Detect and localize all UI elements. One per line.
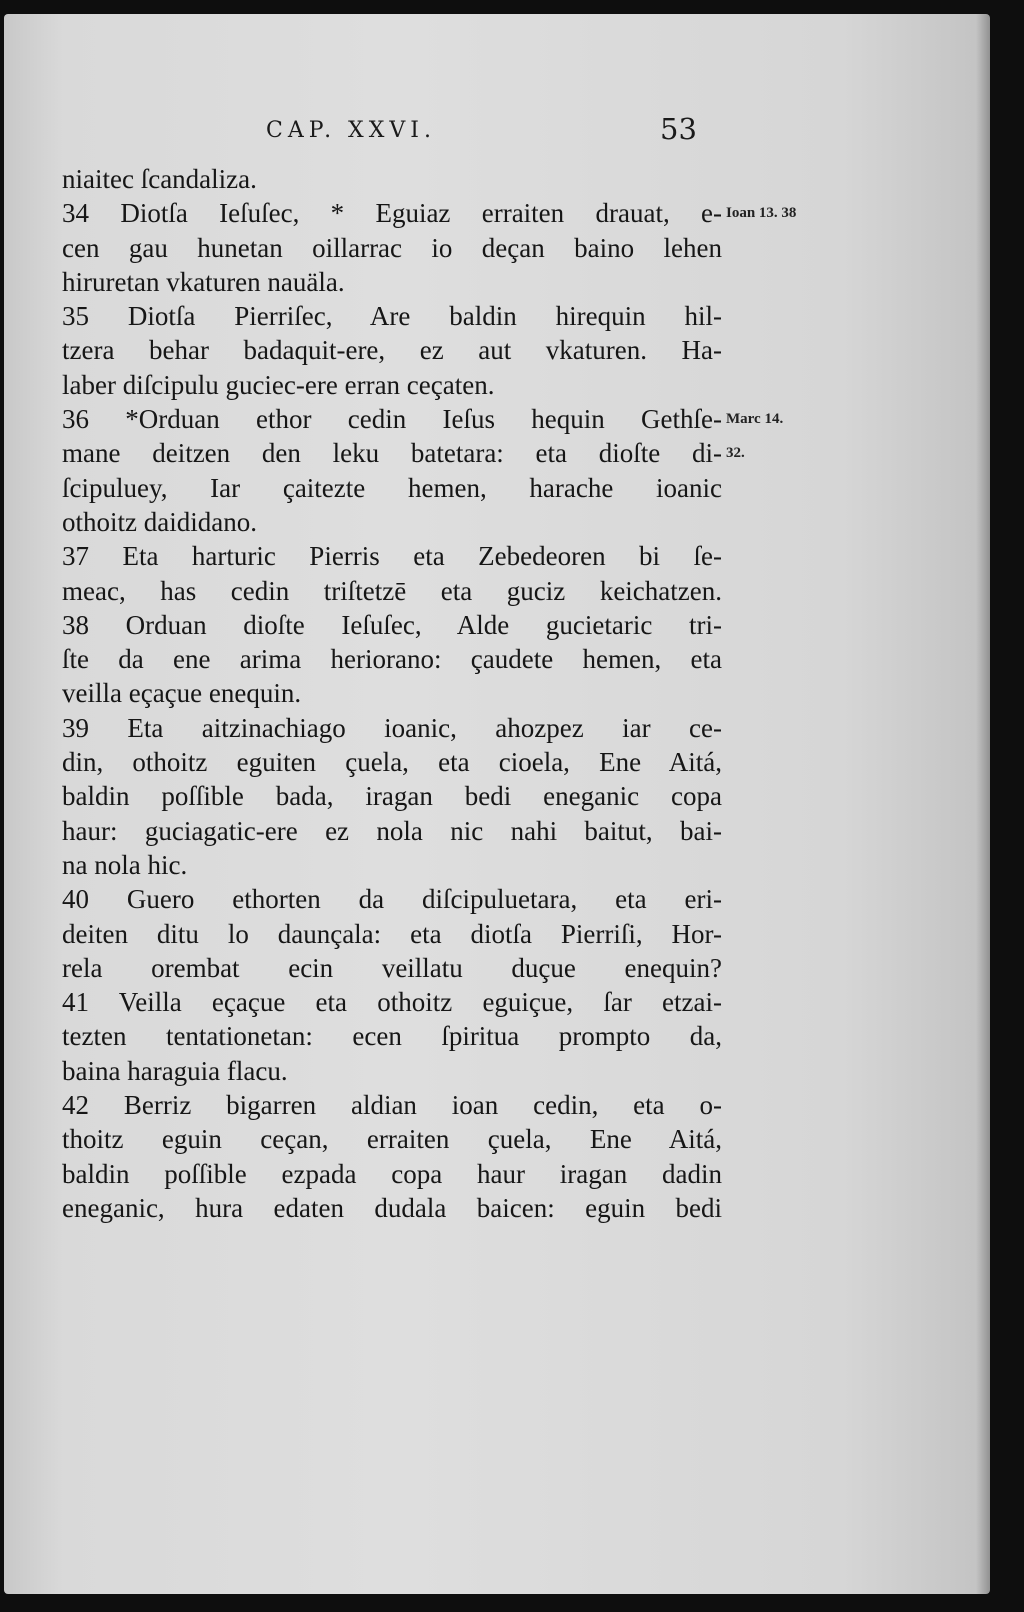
text-line: baldin poſſible ezpada copa haur iragan dadin [62,1158,722,1189]
text-line: thoitz eguin ceçan, erraiten çuela, Ene Aitá, [62,1124,722,1155]
text-line: rela orembat ecin veillatu duçue enequin? [62,952,722,983]
text-line: 34 Diotſa Ieſuſec, * Eguiaz erraiten drauat, e- [62,198,722,229]
text-line: 42 Berriz bigarren aldian ioan cedin, eta o- [62,1090,722,1121]
text-line: 37 Eta harturic Pierris eta Zebedeoren bi ſe- [62,541,722,572]
text-line: veilla eçaçue enequin. [62,678,302,709]
text-line: 38 Orduan dioſte Ieſuſec, Alde gucietaric tri- [62,609,722,640]
text-line: deiten ditu lo daunçala: eta diotſa Pierriſi, Hor- [62,918,722,949]
text-line: ſte da ene arima heriorano: çaudete hemen, eta [62,644,722,675]
text-line: tzera behar badaquit-ere, ez aut vkaturen. Ha- [62,335,722,366]
text-line: hiruretan vkaturen nauäla. [62,266,345,297]
text-line: laber diſcipulu guciec-ere erran ceçaten. [62,369,495,400]
text-line: na nola hic. [62,849,188,880]
book-page [4,14,990,1594]
text-line: meac, has cedin triſtetzē eta guciz keichatzen. [62,575,722,606]
body-text [62,162,722,1225]
text-line: eneganic, hura edaten dudala baicen: eguin bedi [62,1192,722,1223]
margin-note: 32. [726,445,745,462]
text-line: 41 Veilla eçaçue eta othoitz eguiçue, ſar etzai- [62,987,722,1018]
text-line: othoitz daididano. [62,506,257,537]
text-line: mane deitzen den leku batetara: eta dioſte di- [62,438,722,469]
text-line: 35 Diotſa Pierriſec, Are baldin hirequin hil- [62,301,722,332]
text-line: niaitec ſcandaliza. [62,164,257,194]
text-line: 39 Eta aitzinachiago ioanic, ahozpez iar ce- [62,712,722,743]
page-header [4,106,990,146]
page-number: 53 [660,112,697,146]
page-edge-shadow [976,14,990,1594]
text-line: tezten tentationetan: ecen ſpiritua prompto da, [62,1021,722,1052]
text-line: baina haraguia flacu. [62,1055,288,1086]
margin-note: Marc 14. [726,411,784,428]
running-title: CAP. XXVI. [266,118,436,143]
text-line: ſcipuluey, Iar çaitezte hemen, harache ioanic [62,472,722,503]
text-line: 40 Guero ethorten da diſcipuluetara, eta eri- [62,884,722,915]
text-line: haur: guciagatic-ere ez nola nic nahi baitut, bai- [62,815,722,846]
text-line: 36 *Orduan ethor cedin Ieſus hequin Gethſe- [62,404,722,435]
margin-note: Ioan 13. 38 [726,205,797,222]
text-line: baldin poſſible bada, iragan bedi eneganic copa [62,781,722,812]
text-line: cen gau hunetan oillarrac io deçan baino lehen [62,232,722,263]
text-line: din, othoitz eguiten çuela, eta cioela, Ene Aitá, [62,747,722,778]
